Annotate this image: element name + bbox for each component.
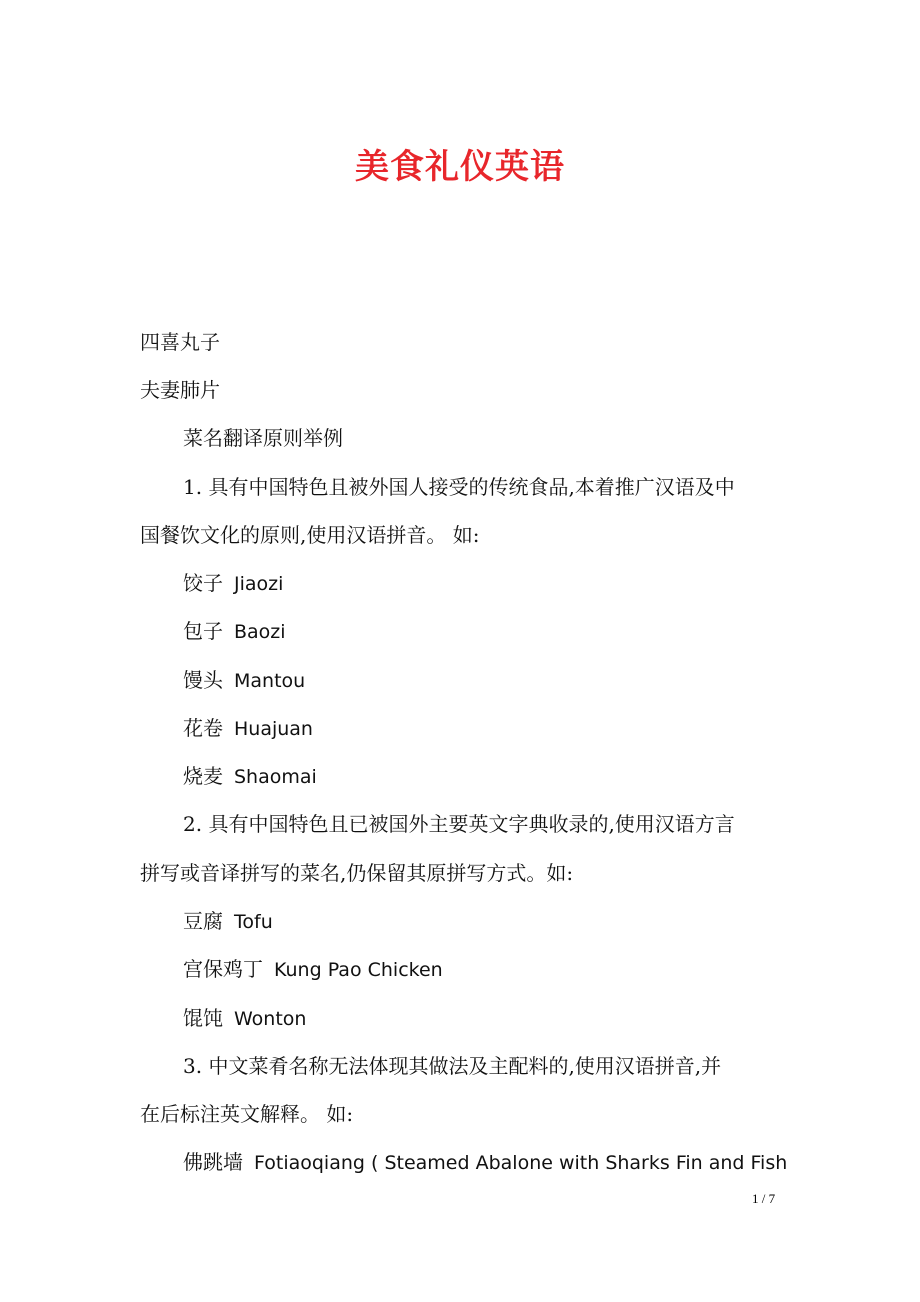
dish-item (183, 569, 283, 598)
dish-item (183, 907, 273, 936)
dish-english-name: Jiaozi (234, 573, 284, 595)
dish-chinese-name: 宫保鸡丁 (183, 957, 263, 981)
dish-english-name: Fotiaoqiang ( Steamed Abalone with Sharks Fin and Fish (254, 1152, 788, 1174)
dish-item (183, 1004, 306, 1033)
dish-english-name: Tofu (234, 911, 273, 933)
dish-chinese-name: 豆腐 (183, 909, 223, 933)
dish-english-name: Baozi (234, 621, 286, 643)
text-line: 四喜丸子 (140, 330, 220, 354)
dish-item (183, 955, 443, 984)
dish-english-name: Shaomai (234, 766, 317, 788)
paragraph-line: 国餐饮文化的原则,使用汉语拼音。 如: (140, 523, 480, 547)
page-number: 1 / 7 (752, 1191, 776, 1206)
paragraph-line: 1. 具有中国特色且被外国人接受的传统食品,本着推广汉语及中 (183, 475, 735, 499)
dish-english-name: Wonton (234, 1008, 307, 1030)
document-title: 美食礼仪英语 (355, 147, 565, 187)
dish-chinese-name: 花卷 (183, 716, 223, 740)
dish-chinese-name: 馒头 (183, 668, 223, 692)
text-line: 夫妻肺片 (140, 378, 220, 402)
section-heading: 菜名翻译原则举例 (183, 426, 343, 450)
dish-item (183, 666, 305, 695)
dish-chinese-name: 佛跳墙 (183, 1150, 243, 1174)
paragraph-line: 3. 中文菜肴名称无法体现其做法及主配料的,使用汉语拼音,并 (183, 1054, 722, 1078)
dish-item (183, 617, 286, 646)
dish-chinese-name: 烧麦 (183, 764, 223, 788)
dish-english-name: Huajuan (234, 718, 313, 740)
dish-item (183, 762, 317, 791)
dish-item (183, 714, 313, 743)
dish-english-name: Kung Pao Chicken (274, 959, 443, 981)
dish-english-name: Mantou (234, 670, 306, 692)
paragraph-line: 2. 具有中国特色且已被国外主要英文字典收录的,使用汉语方言 (183, 812, 735, 836)
paragraph-line: 在后标注英文解释。 如: (140, 1102, 354, 1126)
paragraph-line: 拼写或音译拼写的菜名,仍保留其原拼写方式。如: (140, 861, 574, 885)
dish-chinese-name: 饺子 (183, 571, 223, 595)
dish-chinese-name: 包子 (183, 619, 223, 643)
dish-chinese-name: 馄饨 (183, 1006, 223, 1030)
dish-item (183, 1148, 787, 1177)
